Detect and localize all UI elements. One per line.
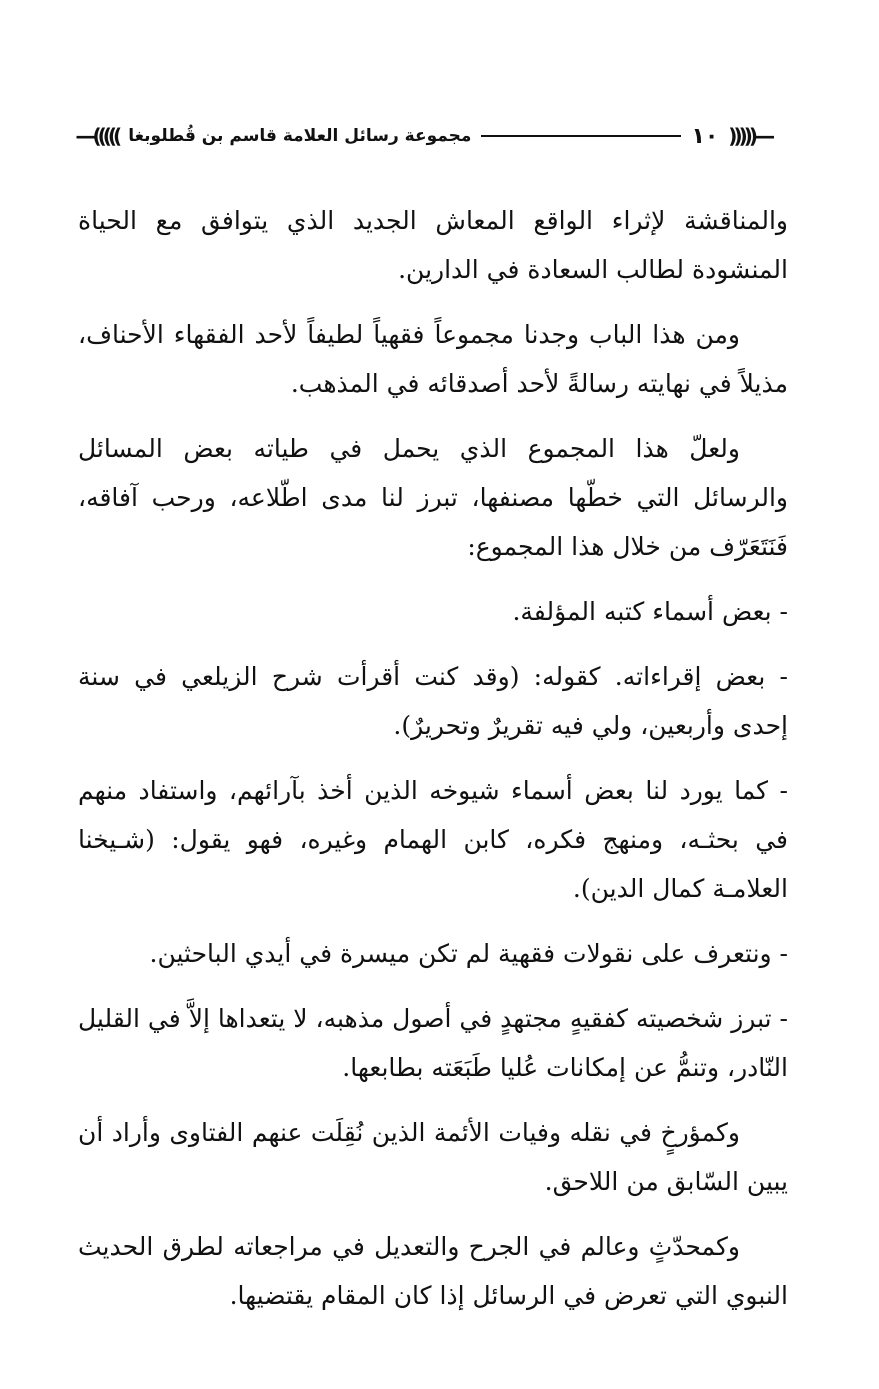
- paragraph-intro: ومن هذا الباب وجدنا مجموعاً فقهياً لطيفاً لأحد الفقهاء الأحناف، مذيلاً في نهايته رسالةً لأحد أصدقائه في المذهب.: [78, 320, 788, 398]
- running-header: [70, 118, 770, 154]
- paragraph-hadith-scholar: وكمحدّثٍ وعالم في الجرح والتعديل في مراجعاته لطرق الحديث النبوي التي تعرض في الرسائل إذا كان المقام يقتضيها.: [78, 1232, 788, 1310]
- header-rule: [481, 135, 681, 137]
- header-ornament-left: )))))―: [76, 124, 119, 148]
- paragraph-historian: وكمؤرخٍ في نقله وفيات الأئمة الذين نُقِلَت عنهم الفتاوى وأراد أن يبين السّابق من اللاحق.: [78, 1118, 788, 1196]
- list-item-jurist: - تبرز شخصيته كفقيهٍ مجتهدٍ في أصول مذهبه، لا يتعداها إلاَّ في القليل النّادر، وتنمُّ عن إمكانات عُليا طَبَعَته بطابعها.: [78, 1004, 788, 1082]
- list-item-citations: - ونتعرف على نقولات فقهية لم تكن ميسرة في أيدي الباحثين.: [149, 939, 788, 968]
- list-item-readings: - بعض إقراءاته. كقوله: (وقد كنت أقرأت شرح الزيلعي في سنة إحدى وأربعين، ولي فيه تقريرٌ وتحريرٌ).: [78, 662, 788, 740]
- paragraph-continuation: والمناقشة لإثراء الواقع المعاش الجديد الذي يتوافق مع الحياة المنشودة لطالب السعادة في الدارين.: [78, 206, 788, 284]
- body-text: [78, 196, 788, 1336]
- list-item-books: - بعض أسماء كتبه المؤلفة.: [512, 597, 788, 626]
- list-item-teachers: - كما يورد لنا بعض أسماء شيوخه الذين أخذ بآرائهم، واستفاد منهم في بحثـه، ومنهج فكره، كابن الهمام وغيره، فهو يقول: (شـيخنا العلامـة كمال الدين).: [78, 776, 788, 903]
- page-number: ١٠: [691, 123, 719, 149]
- paragraph-collection: ولعلّ هذا المجموع الذي يحمل في طياته بعض المسائل والرسائل التي خطّها مصنفها، تبرز لنا مدى اطّلاعه، ورحب آفاقه، فَنَتَعَرّف من خلال هذا المجموع:: [78, 434, 788, 561]
- header-ornament-right: ―(((((: [728, 124, 770, 148]
- book-title: مجموعة رسائل العلامة قاسم بن قُطلوبغا: [128, 126, 472, 146]
